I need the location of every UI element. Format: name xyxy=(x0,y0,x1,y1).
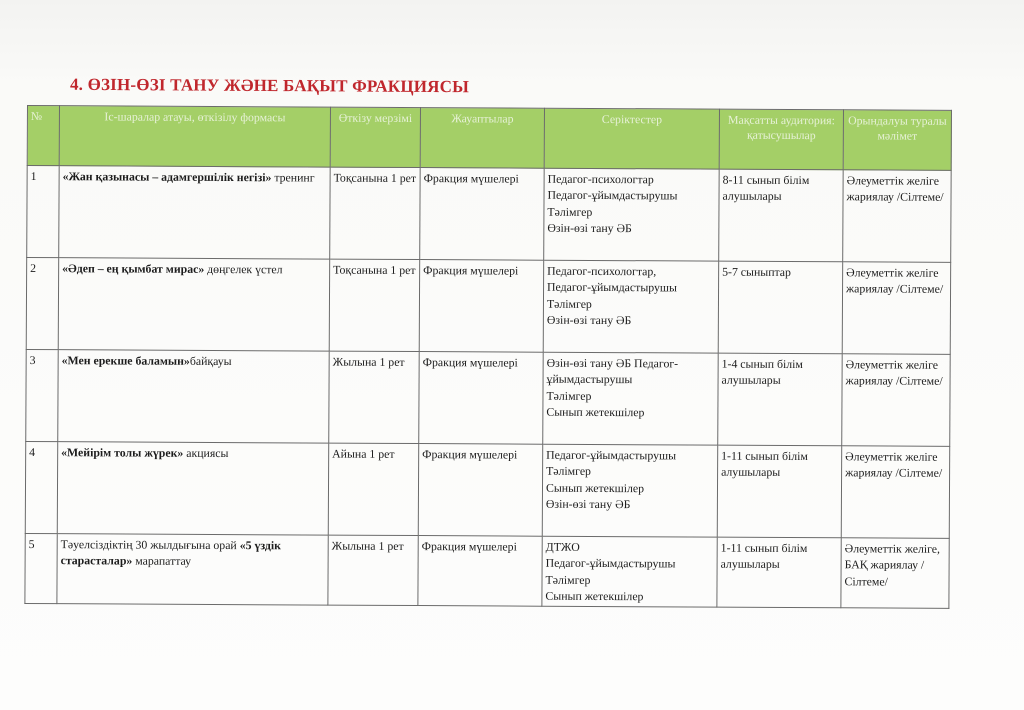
partner-item: Сынып жетекшілер xyxy=(546,404,645,420)
header-when: Өткізу мерзімі xyxy=(330,107,420,167)
event-name: «5 үздік старасталар» xyxy=(60,538,281,568)
cell-event xyxy=(59,166,330,259)
cell-audience: 1-4 сынып білім алушылары xyxy=(718,353,842,446)
header-responsible: Жауаптылар xyxy=(420,108,544,169)
section-title: 4. ӨЗІН-ӨЗІ ТАНУ ЖӘНЕ БАҚЫТ ФРАКЦИЯСЫ xyxy=(69,74,470,97)
cell-num: 4 xyxy=(25,441,57,533)
cell-partners xyxy=(543,260,718,353)
table-row xyxy=(25,533,949,608)
partner-item: Тәлімгер xyxy=(546,296,592,311)
cell-num: 3 xyxy=(26,349,58,441)
partner-item: Тәлімгер xyxy=(546,388,592,403)
cell-event xyxy=(57,534,328,605)
cell-audience: 1-11 сынып білім алушылары xyxy=(717,537,841,608)
cell-responsible: Фракция мүшелері xyxy=(419,352,543,445)
cell-responsible: Фракция мүшелері xyxy=(418,444,542,537)
cell-when: Тоқсанына 1 рет xyxy=(330,167,420,259)
partner-item: Өзін-өзі тану ӘБ xyxy=(546,312,632,327)
event-name: «Мейірім толы жүрек» xyxy=(61,445,184,460)
header-partners: Серіктестер xyxy=(544,108,719,169)
partner-item: Сынып жетекшілер xyxy=(545,480,645,495)
partner-item: Педагог-психологтар, xyxy=(547,263,657,279)
cell-when: Айына 1 рет xyxy=(328,443,418,535)
header-num: № xyxy=(27,106,59,166)
partner-item: Өзін-өзі тану ӘБ xyxy=(547,220,632,235)
partner-item: Педагог-ұйымдастырушы xyxy=(547,187,678,203)
partner-item: Тәлімгер xyxy=(546,463,592,479)
cell-report: Әлеуметтік желіге жариялау /Сілтеме/ xyxy=(843,170,951,263)
cell-when: Тоқсанына 1 рет xyxy=(329,259,419,351)
event-name: «Жан қазынасы – адамгершілік негізі» xyxy=(62,169,272,185)
partner-item: Сынып жетекшілер xyxy=(545,588,644,604)
event-form: байқауы xyxy=(189,353,232,369)
cell-report: Әлеуметтік желіге, БАҚ жариялау /Сілтеме/ xyxy=(841,538,949,609)
event-name: «Мен ерекше баламын» xyxy=(61,353,190,368)
cell-event xyxy=(57,442,328,535)
table-header-row xyxy=(27,106,951,171)
table-row xyxy=(26,349,950,446)
cell-report: Әлеуметтік желіге жариялау /Сілтеме/ xyxy=(842,262,950,355)
cell-when: Жылына 1 рет xyxy=(329,351,419,443)
partner-item: Педагог-ұйымдастырушы xyxy=(546,447,677,463)
cell-responsible: Фракция мүшелері xyxy=(420,168,544,261)
event-form: тренинг xyxy=(271,170,315,185)
events-table xyxy=(24,105,952,609)
cell-partners xyxy=(544,168,719,261)
partner-item: Тәлімгер xyxy=(547,204,593,219)
cell-event xyxy=(58,350,329,443)
cell-audience: 1-11 сынып білім алушылары xyxy=(717,445,841,538)
cell-partners xyxy=(542,536,717,607)
cell-audience: 5-7 сыныптар xyxy=(718,261,842,354)
cell-report: Әлеуметтік желіге жариялау /Сілтеме/ xyxy=(842,354,950,447)
cell-num: 5 xyxy=(25,533,57,603)
cell-report: Әлеуметтік желіге жариялау /Сілтеме/ xyxy=(841,446,949,539)
partner-item: Педагог-ұйымдастырушы xyxy=(547,279,677,295)
cell-audience: 8-11 сынып білім алушылары xyxy=(719,169,843,262)
partner-item: Педагог-ұйымдастырушы xyxy=(545,555,676,571)
partner-item: Өзін-өзі тану ӘБ xyxy=(545,496,631,511)
header-audience: Мақсатты аудитория: қатысушылар xyxy=(719,109,843,170)
partner-item: Тәлімгер xyxy=(545,572,591,587)
partner-item: ДТЖО xyxy=(545,539,580,554)
cell-partners xyxy=(543,352,718,445)
cell-num: 2 xyxy=(26,258,58,350)
cell-when: Жылына 1 рет xyxy=(328,535,418,606)
event-form: дөңгелек үстел xyxy=(204,261,283,277)
event-name: «Әдеп – ең қымбат мирас» xyxy=(62,261,205,276)
event-intro: Тәуелсіздіктің 30 жылдығына орай xyxy=(60,537,240,553)
cell-event xyxy=(58,258,329,351)
header-event: Іс-шаралар атауы, өткізілу формасы xyxy=(59,106,330,167)
event-form: акциясы xyxy=(183,445,229,461)
table-row xyxy=(27,166,951,263)
event-form: марапаттау xyxy=(132,553,192,569)
table-row xyxy=(26,258,950,355)
cell-responsible: Фракция мүшелері xyxy=(419,260,543,353)
partner-item: Өзін-өзі тану ӘБ Педагог-ұйымдастырушы xyxy=(546,355,679,387)
cell-responsible: Фракция мүшелері xyxy=(418,536,542,607)
cell-partners xyxy=(542,444,717,537)
cell-num: 1 xyxy=(27,166,59,258)
table-row xyxy=(25,441,949,538)
header-report: Орындалуы туралы мәлімет xyxy=(843,110,951,171)
partner-item: Педагог-психологтар xyxy=(547,171,654,187)
